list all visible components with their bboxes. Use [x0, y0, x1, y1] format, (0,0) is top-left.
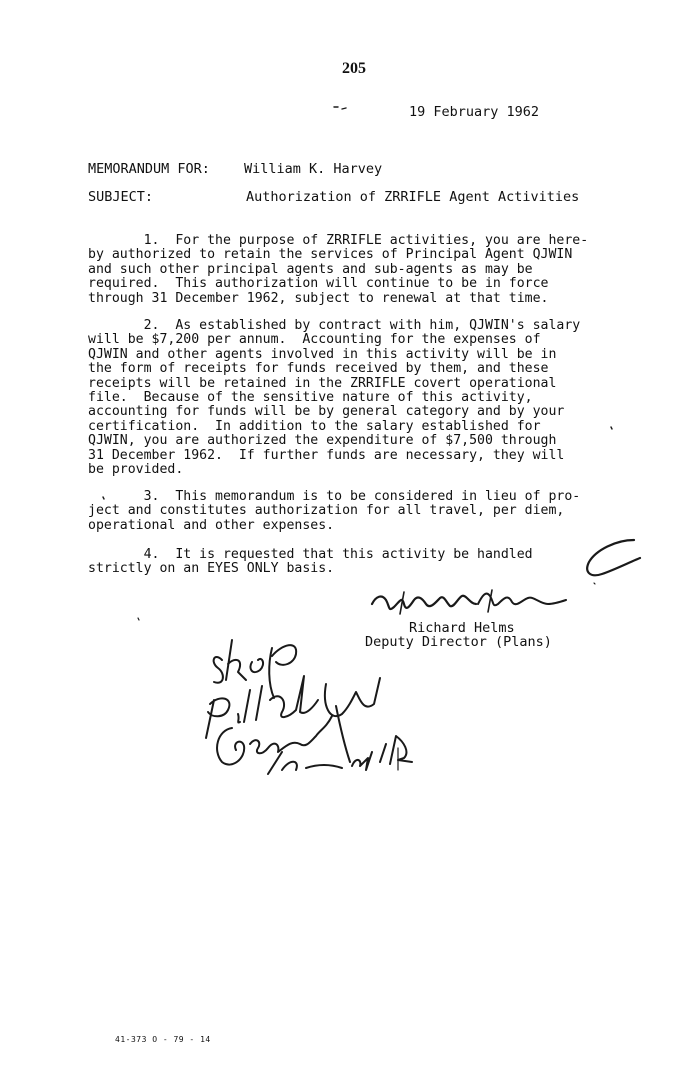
- page-number: 205: [342, 60, 366, 77]
- paragraph-2: 2. As established by contract with him, QJWIN's salary will be $7,200 per annum. Accounting for the expenses of QJWIN and other agents involved in this activity will be in the form of receipts for funds received by them, and these receipts will be retained in the ZRRIFLE covert operational file. Because of the sensitive nature of this activity, accounting for funds will be by general category and by your certification. In addition to the salary established for QJWIN, you are authorized the expenditure of $7,500 through 31 December 1962. If further funds are necessary, they will be provided.: [88, 318, 581, 478]
- paragraph-1: 1. For the purpose of ZRRIFLE activities, you are here- by authorized to retain the services of Principal Agent QJWIN and such other principal agents and sub-agents as may be required. This authorization will continue to be in force through 31 December 1962, subject to renewal at that time.: [88, 233, 589, 306]
- stray-marks: [103, 107, 612, 620]
- print-code: 41-373 O - 79 - 14: [115, 1035, 211, 1044]
- margin-check-mark: [587, 540, 640, 575]
- memo-date: 19 February 1962: [409, 104, 540, 120]
- paragraph-3: 3. This memorandum is to be considered in lieu of pro- ject and constitutes authorization for all travel, per diem, operational and other expenses.: [88, 489, 581, 533]
- memorandum-for-value: William K. Harvey: [244, 161, 383, 177]
- memorandum-for-label: MEMORANDUM FOR:: [88, 161, 210, 177]
- paragraph-4: 4. It is requested that this activity be handled strictly on an EYES ONLY basis.: [88, 547, 533, 577]
- subject-label: SUBJECT:: [88, 189, 154, 205]
- signatory-title: Deputy Director (Plans): [365, 634, 552, 650]
- handwritten-annotation: [206, 640, 412, 774]
- signatory-name: Richard Helms: [409, 620, 515, 636]
- subject-value: Authorization of ZRRIFLE Agent Activities: [246, 189, 580, 205]
- handwritten-signature: [372, 590, 566, 614]
